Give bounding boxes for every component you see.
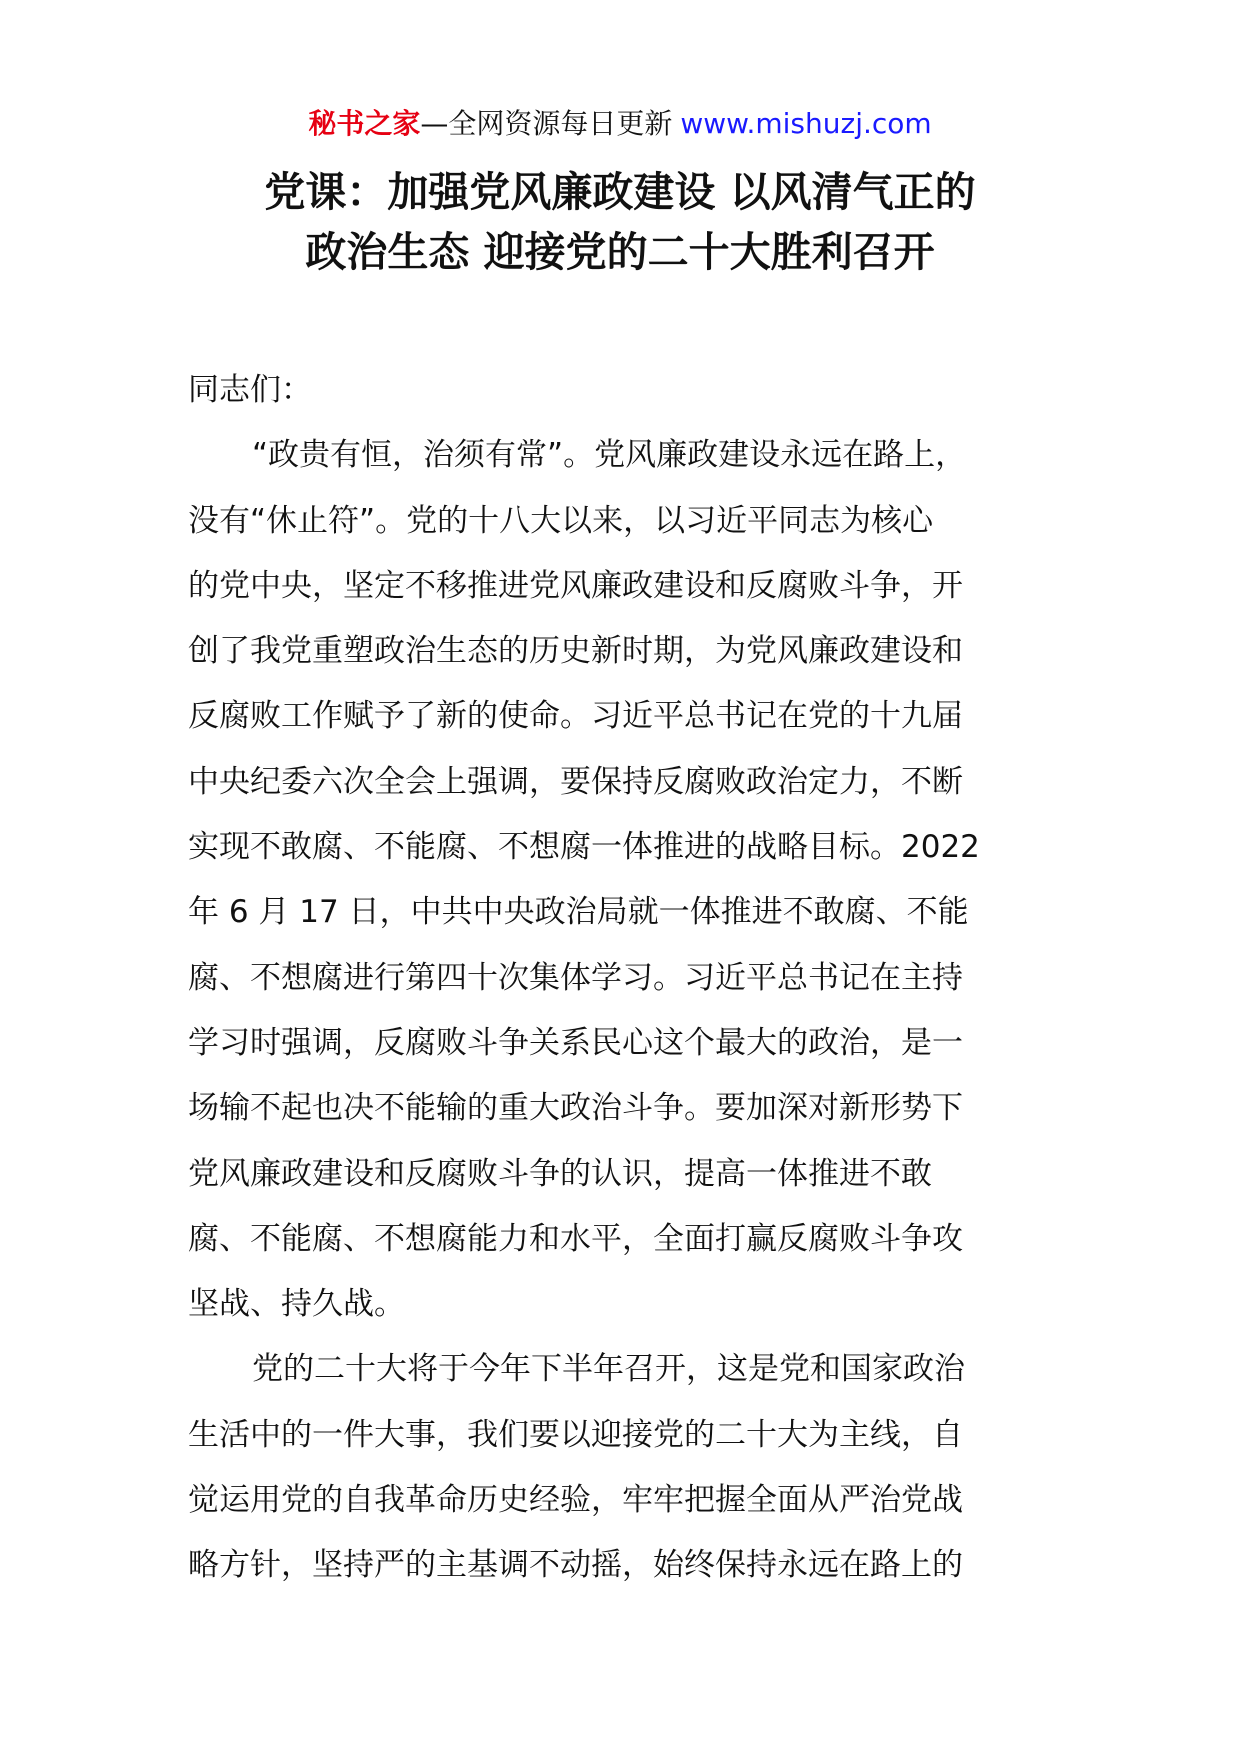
- paragraph-2: [188, 1337, 1058, 1598]
- title-line-2: 政治生态 迎接党的二十大胜利召开: [305, 228, 935, 276]
- text-line: 没有“休止符”。党的十八大以来，以习近平同志为核心: [188, 502, 934, 539]
- title-line-1: 党课：加强党风廉政建设 以风清气正的: [264, 168, 976, 216]
- salutation: 同志们：: [188, 372, 312, 408]
- text-line: 中央纪委六次全会上强调，要保持反腐败政治定力，不断: [188, 763, 963, 800]
- text-line: 腐、不想腐进行第四十次集体学习。习近平总书记在主持: [188, 959, 963, 996]
- text-line: 坚战、持久战。: [188, 1286, 405, 1323]
- brand-name: 秘书之家: [308, 107, 421, 140]
- document-body: [188, 358, 1058, 1599]
- text-line: 党风廉政建设和反腐败斗争的认识，提高一体推进不敢: [188, 1155, 932, 1192]
- document-title: [0, 162, 1240, 282]
- text-line: 的党中央，坚定不移推进党风廉政建设和反腐败斗争，开: [188, 567, 963, 604]
- site-banner: [0, 104, 1240, 144]
- text-line: 场输不起也决不能输的重大政治斗争。要加深对新形势下: [188, 1090, 963, 1127]
- text-line: 实现不敢腐、不能腐、不想腐一体推进的战略目标。2022: [188, 829, 980, 866]
- text-line: 略方针，坚持严的主基调不动摇，始终保持永远在路上的: [188, 1547, 963, 1584]
- text-line: 反腐败工作赋予了新的使命。习近平总书记在党的十九届: [188, 698, 963, 735]
- paragraph-1: [188, 423, 1058, 1337]
- site-url-link[interactable]: www.mishuzj.com: [680, 107, 932, 140]
- banner-tagline: —全网资源每日更新: [420, 107, 673, 140]
- text-line: 觉运用党的自我革命历史经验，牢牢把握全面从严治党战: [188, 1482, 963, 1519]
- text-line: 党的二十大将于今年下半年召开，这是党和国家政治: [252, 1351, 965, 1388]
- text-line: 学习时强调，反腐败斗争关系民心这个最大的政治，是一: [188, 1024, 963, 1061]
- text-line: 腐、不能腐、不想腐能力和水平，全面打赢反腐败斗争攻: [188, 1220, 963, 1257]
- text-line: “政贵有恒，治须有常”。党风廉政建设永远在路上，: [252, 437, 967, 474]
- text-line: 年 6 月 17 日，中共中央政治局就一体推进不敢腐、不能: [188, 894, 969, 931]
- text-line: 生活中的一件大事，我们要以迎接党的二十大为主线，自: [188, 1416, 963, 1453]
- text-line: 创了我党重塑政治生态的历史新时期，为党风廉政建设和: [188, 633, 963, 670]
